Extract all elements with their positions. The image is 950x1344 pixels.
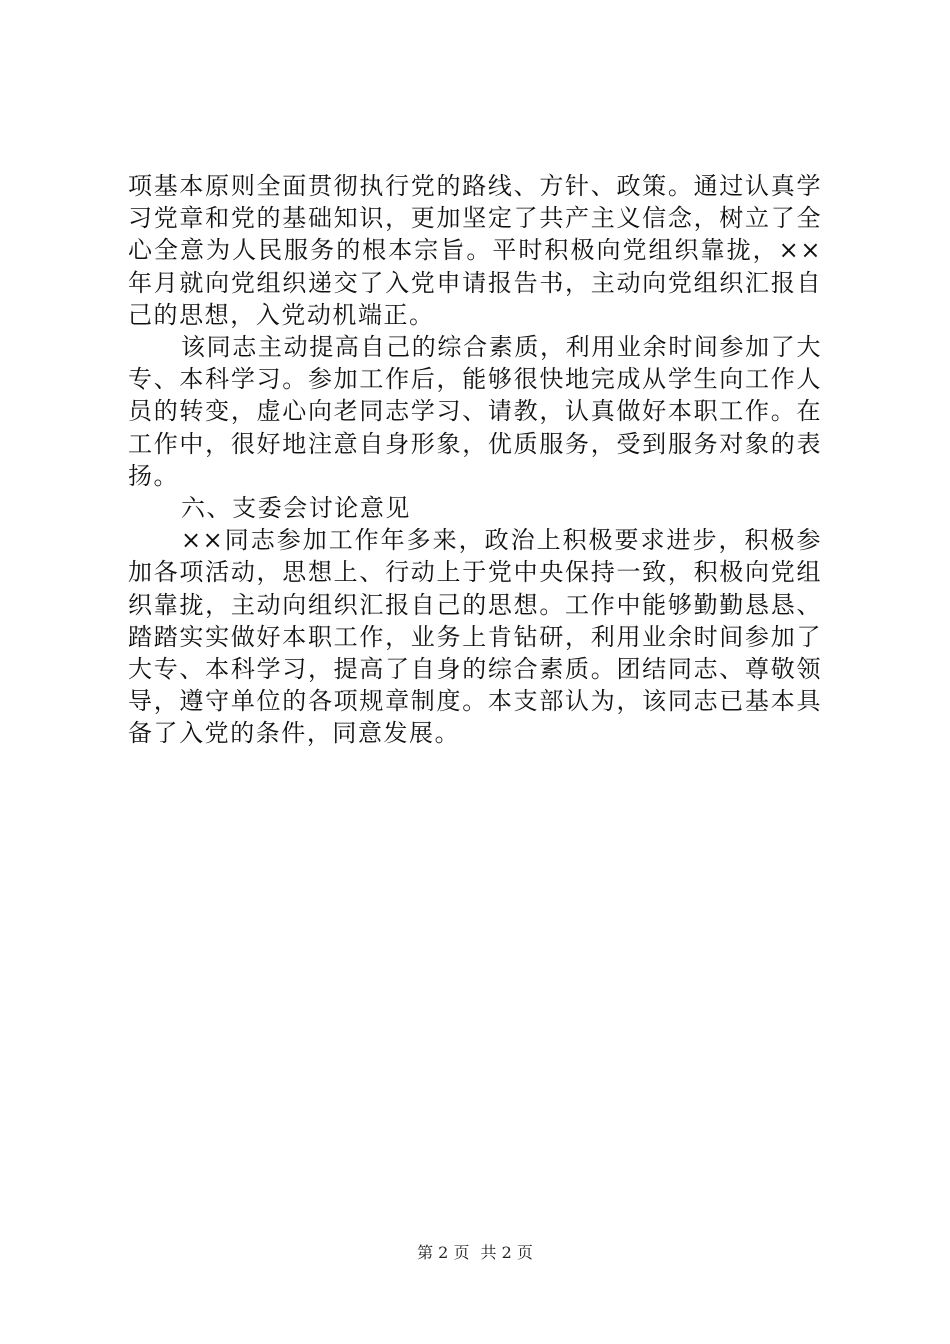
paragraph-committee-opinion: ××同志参加工作年多来，政治上积极要求进步，积极参加各项活动，思想上、行动上于党中央保持一致，积极向党组织靠拢，主动向组织汇报自己的思想。工作中能够勤勤恳恳、踏踏实实做好本职工作，业务上肯钻研，利用业余时间参加了大专、本科学习，提高了自身的综合素质。团结同志、尊敬领导，遵守单位的各项规章制度。本支部认为，该同志已基本具备了入党的条件，同意发展。 — [128, 526, 822, 748]
document-body — [128, 170, 822, 750]
page-total: 共 2 页 — [480, 1243, 533, 1262]
paragraph-continued: 项基本原则全面贯彻执行党的路线、方针、政策。通过认真学习党章和党的基础知识，更加坚定了共产主义信念，树立了全心全意为人民服务的根本宗旨。平时积极向党组织靠拢，××年月就向党组织递交了入党申请报告书，主动向党组织汇报自己的思想，入党动机端正。 — [128, 172, 822, 329]
page-number: 第 2 页 — [417, 1243, 470, 1262]
paragraph-self-improvement: 该同志主动提高自己的综合素质，利用业余时间参加了大专、本科学习。参加工作后，能够很快地完成从学生向工作人员的转变，虚心向老同志学习、请教，认真做好本职工作。在工作中，很好地注意自身形象，优质服务，受到服务对象的表扬。 — [128, 333, 822, 490]
section-heading-committee-opinion: 六、支委会讨论意见 — [181, 494, 411, 523]
page-footer — [0, 1243, 950, 1263]
